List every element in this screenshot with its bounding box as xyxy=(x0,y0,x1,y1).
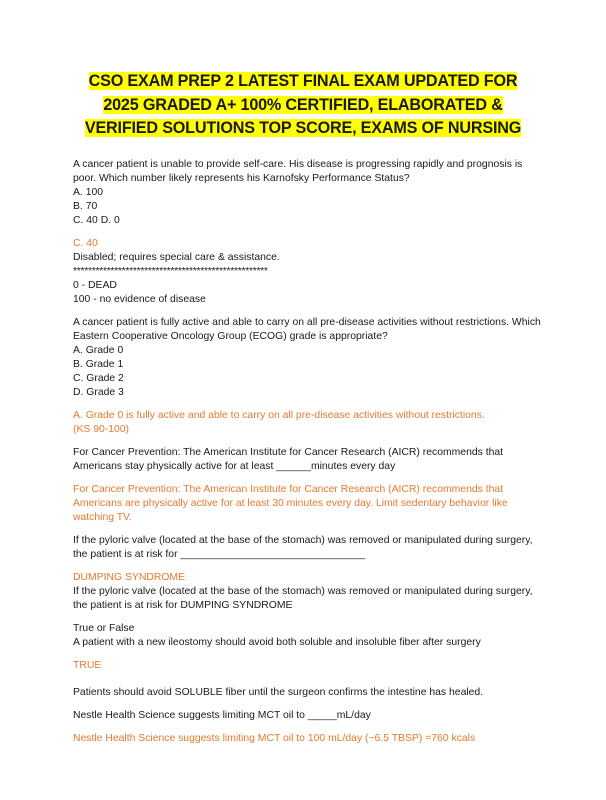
question-text: Nestle Health Science suggests limiting MCT oil to _____mL/day xyxy=(73,710,371,721)
answer-text: For Cancer Prevention: The American Institute for Cancer Research (AICR) recommends that Americans are physically active for at least 30 minutes every day. Limit sedentary behavior like watching TV. xyxy=(73,484,508,523)
answer-text: C. 40 xyxy=(73,238,98,249)
answer-text: DUMPING SYNDROME xyxy=(73,572,185,583)
question-text: For Cancer Prevention: The American Institute for Cancer Research (AICR) recommends that Americans stay physically active for at least ______minutes every day xyxy=(73,447,504,472)
note-text: 100 - no evidence of disease xyxy=(73,294,206,305)
question-text: A patient with a new ileostomy should avoid both soluble and insoluble fiber after surgery xyxy=(73,637,481,648)
answer-text: TRUE xyxy=(73,660,102,671)
separator: **************************************************** xyxy=(73,266,268,277)
answer-reference: (KS 90-100) xyxy=(73,424,130,435)
answer-text: Nestle Health Science suggests limiting MCT oil to 100 mL/day (~6.5 TBSP) =760 kcals xyxy=(73,733,476,744)
document-body xyxy=(73,158,543,746)
question-text: If the pyloric valve (located at the base of the stomach) was removed or manipulated during surgery, the patient is at risk for ________________________________ xyxy=(73,535,533,560)
option: C. Grade 2 xyxy=(73,373,124,384)
question-text: A cancer patient is unable to provide self-care. His disease is progressing rapidly and prognosis is poor. Which number likely represents his Karnofsky Performance Status? xyxy=(73,159,523,184)
document-title: CSO EXAM PREP 2 LATEST FINAL EXAM UPDATED FOR 2025 GRADED A+ 100% CERTIFIED, ELABORATED & VERIFIED SOLUTIONS TOP SCORE, EXAMS OF NURSING xyxy=(84,72,522,137)
question-type-label: True or False xyxy=(73,623,135,634)
title-block xyxy=(70,70,536,141)
question-5 xyxy=(73,622,543,700)
answer-text: A. Grade 0 is fully active and able to carry on all pre-disease activities without restrictions. xyxy=(73,410,485,421)
question-text: A cancer patient is fully active and able to carry on all pre-disease activities without restrictions. Which Eastern Cooperative Oncology Group (ECOG) grade is appropriate? xyxy=(73,317,541,342)
option: B. 70 xyxy=(73,201,98,212)
option: A. 100 xyxy=(73,187,104,198)
explanation-text: Patients should avoid SOLUBLE fiber until the surgeon confirms the intestine has healed. xyxy=(73,687,484,698)
note-text: 0 - DEAD xyxy=(73,280,117,291)
question-3 xyxy=(73,446,543,525)
option: B. Grade 1 xyxy=(73,359,124,370)
question-6 xyxy=(73,709,543,746)
option: A. Grade 0 xyxy=(73,345,124,356)
question-4 xyxy=(73,534,543,613)
restated-text: If the pyloric valve (located at the base of the stomach) was removed or manipulated during surgery, the patient is at risk for DUMPING SYNDROME xyxy=(73,586,533,611)
option: C. 40 D. 0 xyxy=(73,215,120,226)
option: D. Grade 3 xyxy=(73,387,124,398)
question-1 xyxy=(73,158,543,307)
explanation-text: Disabled; requires special care & assistance. xyxy=(73,252,280,263)
question-2 xyxy=(73,316,543,437)
